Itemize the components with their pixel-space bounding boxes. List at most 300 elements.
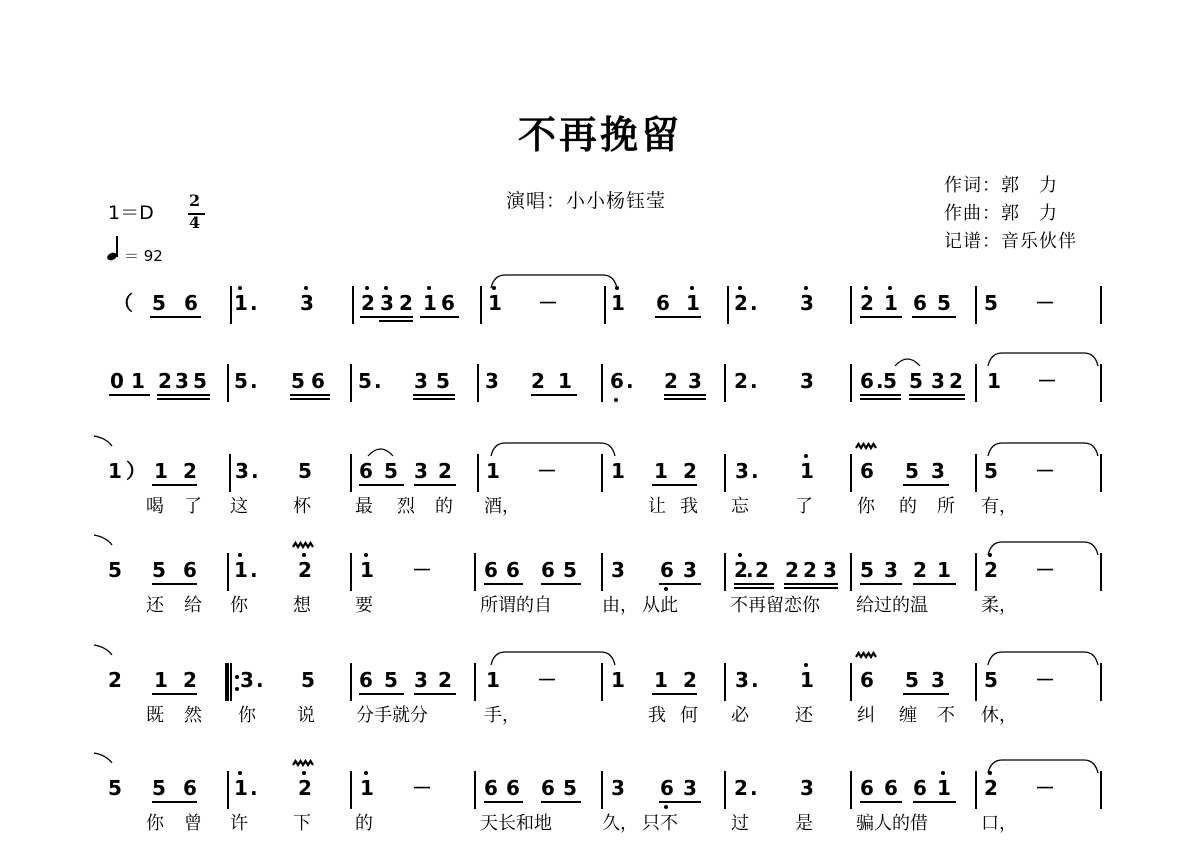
note: 5 — [384, 459, 398, 483]
barline — [350, 663, 352, 701]
eighth-underline — [360, 316, 413, 318]
barline — [230, 286, 232, 324]
note: 3 — [823, 558, 837, 582]
lyric-text: 纠 — [857, 705, 875, 726]
note: ） — [126, 459, 146, 483]
notation-overlay — [0, 458, 1200, 498]
sixteenth-underline — [784, 587, 838, 589]
sixteenth-underline — [909, 398, 965, 400]
eighth-underline — [860, 394, 901, 396]
lyric-text: 你 — [230, 595, 248, 616]
note: 5 — [152, 558, 166, 582]
note: 5 — [563, 558, 577, 582]
barline — [350, 771, 352, 809]
lyric-text: 喝 — [146, 496, 164, 517]
lyric-text: 不 — [937, 705, 955, 726]
barline — [227, 364, 229, 402]
lyric-text: 所谓的自 — [480, 595, 552, 616]
barline — [850, 553, 852, 591]
barline — [601, 553, 603, 591]
time-signature-numerator: 2 — [189, 191, 201, 210]
lyric-text: 然 — [184, 705, 202, 726]
lyric-text: 给 — [184, 595, 202, 616]
lyric-text: 我 — [648, 705, 666, 726]
repeat-start-barline — [225, 663, 229, 701]
note: 6 — [183, 776, 197, 800]
note: 5 — [301, 668, 315, 692]
eighth-underline — [652, 693, 697, 695]
barline — [604, 286, 606, 324]
note: 6 — [610, 369, 624, 393]
repeat-dot — [235, 687, 239, 691]
tie-continuation — [94, 645, 112, 655]
barline — [727, 286, 729, 324]
note: 3 — [735, 668, 749, 692]
barline — [975, 454, 977, 492]
note: 6 — [184, 291, 198, 315]
eighth-underline — [903, 693, 949, 695]
note: 3 — [800, 776, 814, 800]
note: 2 — [785, 558, 799, 582]
lyric-text: 这 — [230, 496, 248, 517]
lyric-text: 曾 — [184, 813, 202, 834]
tie-continuation — [94, 535, 112, 545]
note: 1 — [884, 291, 898, 315]
note: 3 — [931, 459, 945, 483]
note: 3 — [611, 776, 625, 800]
eighth-underline — [414, 693, 456, 695]
note: 6 — [359, 459, 373, 483]
octave-dot-low — [614, 398, 618, 402]
note: 5 — [860, 558, 874, 582]
octave-dot-high — [888, 286, 892, 290]
lyric-text: 天长和地 — [480, 813, 552, 834]
eighth-underline — [109, 394, 150, 396]
note: 1 — [486, 668, 500, 692]
octave-dot-low — [664, 587, 668, 591]
eighth-underline — [860, 316, 902, 318]
note: 6 — [660, 558, 674, 582]
barline — [480, 286, 482, 324]
note: . — [250, 291, 258, 315]
octave-dot-high — [864, 286, 868, 290]
note: 5 — [883, 369, 897, 393]
note: 2 — [803, 558, 817, 582]
note: （ — [113, 291, 133, 315]
barline — [724, 364, 726, 402]
note: 1 — [654, 459, 668, 483]
barline — [474, 771, 476, 809]
note: 2 — [183, 459, 197, 483]
barline — [601, 364, 603, 402]
note: 2 — [734, 291, 748, 315]
eighth-underline — [860, 583, 902, 585]
lyric-text: 了 — [795, 496, 813, 517]
barline — [724, 454, 726, 492]
note: 1 — [937, 558, 951, 582]
note: 2 — [438, 668, 452, 692]
note: 6 — [541, 776, 555, 800]
barline — [477, 364, 479, 402]
octave-dot-high — [804, 286, 808, 290]
line-end-barline — [1100, 286, 1102, 324]
tie-slur — [368, 449, 393, 456]
note: 6 — [860, 369, 874, 393]
lyric-text: 的 — [355, 813, 373, 834]
lyric-text: 烈 — [397, 496, 415, 517]
sixteenth-underline — [734, 587, 774, 589]
lyric-text: 过 — [731, 813, 749, 834]
note: 3 — [300, 291, 314, 315]
note: 3 — [800, 369, 814, 393]
note: 1 — [131, 369, 145, 393]
note: . — [750, 369, 758, 393]
note: 2 — [734, 776, 748, 800]
note: 3 — [931, 369, 945, 393]
note: 5 — [905, 668, 919, 692]
eighth-underline — [913, 583, 956, 585]
octave-dot-high — [427, 286, 431, 290]
note: 2 — [158, 369, 172, 393]
eighth-underline — [541, 583, 581, 585]
lyric-text: 说 — [297, 705, 315, 726]
note: 1 — [423, 291, 437, 315]
note: － — [1035, 291, 1055, 315]
eighth-underline — [290, 394, 330, 396]
note: . — [250, 776, 258, 800]
note: 1 — [611, 291, 625, 315]
note: 1 — [937, 776, 951, 800]
eighth-underline — [484, 583, 523, 585]
barline — [724, 771, 726, 809]
eighth-underline — [484, 801, 523, 803]
repeat-start-barline — [230, 663, 232, 701]
tie-slur — [988, 760, 1098, 773]
octave-dot-high — [238, 286, 242, 290]
note: － — [412, 776, 432, 800]
octave-dot-high — [941, 771, 945, 775]
barline — [975, 553, 977, 591]
note: 6 — [913, 291, 927, 315]
note: 6 — [860, 776, 874, 800]
note: 0 — [110, 369, 124, 393]
lyric-text: 必 — [731, 705, 749, 726]
note: . — [626, 369, 634, 393]
note: 5 — [384, 668, 398, 692]
note: 6 — [660, 776, 674, 800]
barline — [850, 286, 852, 324]
note: 2 — [949, 369, 963, 393]
note: 1 — [987, 369, 1001, 393]
note: 2 — [734, 369, 748, 393]
lyricist-credit: 作词：郭 力 — [944, 175, 1058, 196]
note: 1 — [800, 459, 814, 483]
lyric-text: 还 — [146, 595, 164, 616]
octave-dot-high — [492, 286, 496, 290]
barline — [227, 771, 229, 809]
note: 2 — [531, 369, 545, 393]
note: 6 — [506, 776, 520, 800]
note: － — [537, 668, 557, 692]
tie-continuation — [94, 436, 112, 446]
note: － — [1035, 776, 1055, 800]
lyric-text: 你 — [238, 705, 256, 726]
note: 3 — [414, 369, 428, 393]
barline — [850, 364, 852, 402]
note: 6 — [656, 291, 670, 315]
sixteenth-underline — [664, 398, 706, 400]
note: 1 — [558, 369, 572, 393]
note: 5 — [984, 291, 998, 315]
eighth-underline — [152, 693, 197, 695]
singer-label: 演唱： — [506, 190, 567, 212]
lyric-text: 既 — [146, 705, 164, 726]
note: 3 — [235, 459, 249, 483]
lyric-text: 从此 — [642, 595, 678, 616]
lyric-text: 缠 — [899, 705, 917, 726]
note: 1 — [108, 459, 122, 483]
eighth-underline — [784, 583, 838, 585]
note: 5 — [909, 369, 923, 393]
eighth-underline — [150, 316, 201, 318]
trill-icon — [293, 761, 313, 765]
barline — [601, 454, 603, 492]
note: 6 — [441, 291, 455, 315]
octave-dot-high — [364, 553, 368, 557]
barline — [850, 663, 852, 701]
song-title: 不再挽留 — [517, 112, 682, 157]
lyric-text: 的 — [899, 496, 917, 517]
lyric-text: 杯 — [293, 496, 311, 517]
tie-slur — [988, 353, 1098, 366]
note: 3 — [414, 459, 428, 483]
lyric-text: 休， — [981, 705, 1017, 726]
notation-overlay — [0, 775, 1200, 815]
note: 5 — [234, 369, 248, 393]
note: 2 — [361, 291, 375, 315]
lyric-text: 分手就分 — [356, 705, 428, 726]
eighth-underline — [912, 316, 956, 318]
lyric-text: 由， — [602, 595, 638, 616]
lyric-text: 酒， — [484, 496, 520, 517]
barline — [601, 663, 603, 701]
barline — [352, 286, 354, 324]
note: 5 — [436, 369, 450, 393]
barline — [474, 553, 476, 591]
note: 5 — [358, 369, 372, 393]
sixteenth-underline — [157, 398, 210, 400]
note: . — [251, 459, 259, 483]
note: 3 — [688, 369, 702, 393]
note: 3 — [240, 668, 254, 692]
note: 2 — [399, 291, 413, 315]
note: 6 — [506, 558, 520, 582]
eighth-underline — [655, 316, 701, 318]
note: 1 — [611, 668, 625, 692]
note: 5 — [298, 459, 312, 483]
tie-continuation — [94, 753, 112, 763]
eighth-underline — [531, 394, 577, 396]
note: 6 — [359, 668, 373, 692]
note: 6 — [860, 459, 874, 483]
note: 2 — [298, 558, 312, 582]
note: － — [1035, 459, 1055, 483]
note: 3 — [485, 369, 499, 393]
lyric-text: 你 — [146, 813, 164, 834]
tempo-marking: ＝ 92 — [124, 247, 163, 265]
lyric-text: 给过的温 — [856, 595, 928, 616]
octave-dot-high — [304, 286, 308, 290]
octave-dot-high — [988, 771, 992, 775]
note: 2 — [683, 668, 697, 692]
note: － — [537, 459, 557, 483]
note: 6 — [183, 558, 197, 582]
note: 2 — [984, 558, 998, 582]
barline — [975, 771, 977, 809]
barline — [975, 286, 977, 324]
note: 1 — [360, 558, 374, 582]
tie-slur — [491, 275, 617, 288]
eighth-underline — [157, 394, 210, 396]
note: 1 — [488, 291, 502, 315]
note: . — [751, 668, 759, 692]
lyric-text: 柔， — [981, 595, 1017, 616]
note: 3 — [735, 459, 749, 483]
note: 3 — [884, 558, 898, 582]
octave-dot-high — [804, 663, 808, 667]
barline — [474, 663, 476, 701]
note: 3 — [683, 558, 697, 582]
barline — [724, 553, 726, 591]
barline — [227, 553, 229, 591]
note: 2 — [734, 558, 748, 582]
note: . — [250, 558, 258, 582]
eighth-underline — [652, 484, 697, 486]
note: 3 — [175, 369, 189, 393]
note: 2 — [298, 776, 312, 800]
eighth-underline — [152, 484, 197, 486]
notation-overlay — [0, 290, 1200, 330]
barline — [350, 553, 352, 591]
note: 1 — [234, 558, 248, 582]
key-signature: 1＝D — [108, 202, 154, 224]
eighth-underline — [664, 394, 706, 396]
note: 5 — [984, 459, 998, 483]
line-end-barline — [1100, 454, 1102, 492]
eighth-underline — [659, 801, 701, 803]
lyric-text: 许 — [230, 813, 248, 834]
line-end-barline — [1100, 553, 1102, 591]
octave-dot-high — [690, 286, 694, 290]
composer-credit: 作曲：郭 力 — [944, 203, 1058, 224]
note: 2 — [683, 459, 697, 483]
notation-overlay — [0, 557, 1200, 597]
lyric-text: 手， — [484, 705, 520, 726]
lyric-text: 有， — [981, 496, 1017, 517]
note: . — [256, 668, 264, 692]
note: . — [746, 558, 754, 582]
note: 5 — [291, 369, 305, 393]
tie-slur — [895, 359, 920, 366]
sixteenth-underline — [290, 398, 330, 400]
lyric-text: 最 — [355, 496, 373, 517]
note: 1 — [234, 776, 248, 800]
barline — [850, 454, 852, 492]
lyric-text: 的 — [435, 496, 453, 517]
note: 5 — [108, 558, 122, 582]
note: 2 — [183, 668, 197, 692]
note: 2 — [755, 558, 769, 582]
eighth-underline — [152, 583, 197, 585]
eighth-underline — [734, 583, 774, 585]
note: . — [750, 291, 758, 315]
eighth-underline — [909, 394, 965, 396]
lyric-text: 口， — [981, 813, 1017, 834]
octave-dot-high — [302, 771, 306, 775]
lyric-text: 还 — [795, 705, 813, 726]
note: . — [750, 776, 758, 800]
note: 5 — [563, 776, 577, 800]
note: 5 — [937, 291, 951, 315]
note: 6 — [884, 776, 898, 800]
lyric-text: 我 — [680, 496, 698, 517]
line-end-barline — [1100, 663, 1102, 701]
note: 1 — [611, 459, 625, 483]
note: － — [1037, 369, 1057, 393]
repeat-dot — [235, 675, 239, 679]
note: 3 — [683, 776, 697, 800]
octave-dot-high — [988, 553, 992, 557]
quarter-note-stem — [116, 236, 118, 257]
barline — [350, 364, 352, 402]
lyric-text: 久， — [602, 813, 638, 834]
note: 3 — [800, 291, 814, 315]
eighth-underline — [903, 484, 949, 486]
octave-dot-high — [302, 553, 306, 557]
note: 3 — [611, 558, 625, 582]
tie-slur — [988, 652, 1098, 665]
octave-dot-high — [238, 553, 242, 557]
note: 1 — [234, 291, 248, 315]
note: － — [1035, 668, 1055, 692]
lyric-text: 不再留恋你 — [730, 595, 820, 616]
note: . — [250, 369, 258, 393]
time-signature-denominator: 4 — [189, 213, 201, 232]
note: 3 — [380, 291, 394, 315]
eighth-underline — [659, 583, 701, 585]
note: 6 — [860, 668, 874, 692]
eighth-underline — [420, 316, 459, 318]
note: 6 — [484, 776, 498, 800]
note: 5 — [984, 668, 998, 692]
note: 6 — [913, 776, 927, 800]
singer-credit — [506, 186, 666, 213]
note: 2 — [860, 291, 874, 315]
note: 1 — [360, 776, 374, 800]
octave-dot-low — [664, 805, 668, 809]
singer-name: 小小杨钰莹 — [566, 190, 667, 212]
trill-icon — [856, 653, 876, 657]
octave-dot-high — [364, 771, 368, 775]
note: 5 — [108, 776, 122, 800]
eighth-underline — [913, 801, 956, 803]
lyric-text: 只不 — [642, 813, 678, 834]
lyric-text: 了 — [184, 496, 202, 517]
lyric-text: 要 — [355, 595, 373, 616]
tie-slur — [491, 443, 615, 456]
barline — [975, 364, 977, 402]
eighth-underline — [414, 484, 456, 486]
